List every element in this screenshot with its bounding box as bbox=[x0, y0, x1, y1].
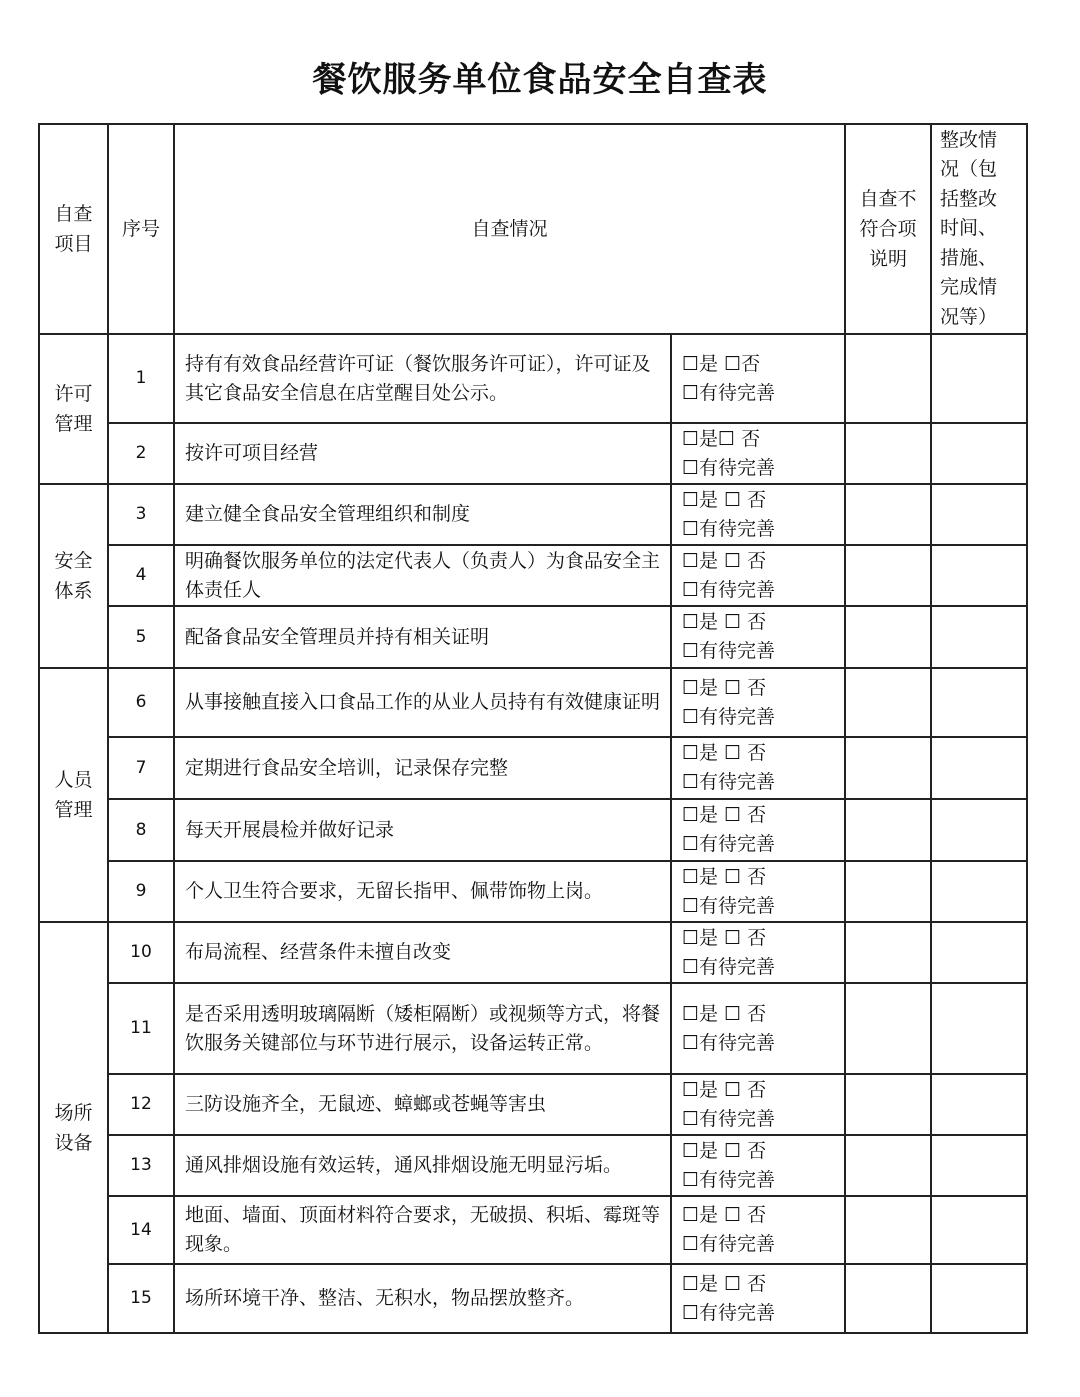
group-label-line: 场所 bbox=[54, 1101, 93, 1124]
needs-improvement-checkbox[interactable]: ☐有待完善 bbox=[682, 517, 776, 540]
row-note-cell[interactable] bbox=[845, 606, 931, 668]
row-fix-cell[interactable] bbox=[931, 737, 1027, 799]
table-row bbox=[39, 606, 1027, 668]
yes-no-checkboxes[interactable]: ☐是 ☐ 否 bbox=[682, 926, 767, 949]
row-description: 按许可项目经营 bbox=[174, 423, 671, 484]
row-checkbox-group bbox=[671, 1264, 845, 1333]
yes-no-checkboxes[interactable]: ☐是 ☐ 否 bbox=[682, 804, 767, 826]
needs-improvement-checkbox[interactable]: ☐有待完善 bbox=[682, 456, 776, 479]
row-fix-cell[interactable] bbox=[931, 668, 1027, 737]
row-description: 建立健全食品安全管理组织和制度 bbox=[174, 484, 671, 545]
needs-improvement-checkbox[interactable]: ☐有待完善 bbox=[682, 833, 776, 855]
row-note-cell[interactable] bbox=[845, 1196, 931, 1264]
row-seq: 1 bbox=[108, 334, 174, 423]
document-title: 餐饮服务单位食品安全自查表 bbox=[312, 60, 768, 100]
group-label-line: 安全 bbox=[54, 550, 93, 572]
needs-improvement-checkbox[interactable]: ☐有待完善 bbox=[682, 1233, 776, 1255]
row-note-cell[interactable] bbox=[845, 334, 931, 423]
yes-no-checkboxes[interactable]: ☐是 ☐ 否 bbox=[682, 488, 767, 511]
row-seq: 13 bbox=[108, 1135, 174, 1196]
row-description: 布局流程、经营条件未擅自改变 bbox=[174, 922, 671, 983]
row-checkbox-group bbox=[671, 1196, 845, 1264]
table-header-row bbox=[39, 124, 1027, 334]
row-description: 每天开展晨检并做好记录 bbox=[174, 799, 671, 861]
needs-improvement-checkbox[interactable]: ☐有待完善 bbox=[682, 640, 776, 662]
group-label-line: 管理 bbox=[54, 799, 93, 821]
row-description: 地面、墙面、顶面材料符合要求，无破损、积垢、霉斑等现象。 bbox=[174, 1196, 671, 1264]
table-row bbox=[39, 983, 1027, 1074]
row-fix-cell[interactable] bbox=[931, 606, 1027, 668]
table-row bbox=[39, 737, 1027, 799]
row-seq: 11 bbox=[108, 983, 174, 1074]
row-checkbox-group bbox=[671, 668, 845, 737]
row-note-cell[interactable] bbox=[845, 1135, 931, 1196]
row-checkbox-group bbox=[671, 1135, 845, 1196]
row-note-cell[interactable] bbox=[845, 861, 931, 922]
row-checkbox-group bbox=[671, 1074, 845, 1135]
row-checkbox-group bbox=[671, 606, 845, 668]
row-description: 通风排烟设施有效运转，通风排烟设施无明显污垢。 bbox=[174, 1135, 671, 1196]
self-check-table bbox=[38, 123, 1028, 1334]
row-seq: 4 bbox=[108, 545, 174, 606]
row-fix-cell[interactable] bbox=[931, 545, 1027, 606]
row-checkbox-group bbox=[671, 423, 845, 484]
row-note-cell[interactable] bbox=[845, 1074, 931, 1135]
needs-improvement-checkbox[interactable]: ☐有待完善 bbox=[682, 1301, 776, 1324]
row-description: 明确餐饮服务单位的法定代表人（负责人）为食品安全主体责任人 bbox=[174, 545, 671, 606]
row-fix-cell[interactable] bbox=[931, 1264, 1027, 1333]
row-description: 从事接触直接入口食品工作的从业人员持有有效健康证明 bbox=[174, 668, 671, 737]
yes-no-checkboxes[interactable]: ☐是 ☐ 否 bbox=[682, 1272, 767, 1295]
row-description: 持有有效食品经营许可证（餐饮服务许可证），许可证及其它食品安全信息在店堂醒目处公示。 bbox=[174, 334, 671, 423]
row-description: 定期进行食品安全培训，记录保存完整 bbox=[174, 737, 671, 799]
row-fix-cell[interactable] bbox=[931, 1135, 1027, 1196]
yes-no-checkboxes[interactable]: ☐是 ☐ 否 bbox=[682, 549, 767, 572]
row-seq: 15 bbox=[108, 1264, 174, 1333]
row-seq: 2 bbox=[108, 423, 174, 484]
table-row bbox=[39, 922, 1027, 983]
table-row bbox=[39, 1196, 1027, 1264]
yes-no-checkboxes[interactable]: ☐是 ☐ 否 bbox=[682, 1078, 767, 1101]
table-row bbox=[39, 861, 1027, 922]
table-row bbox=[39, 668, 1027, 737]
yes-no-checkboxes[interactable]: ☐是 ☐ 否 bbox=[682, 865, 767, 888]
needs-improvement-checkbox[interactable]: ☐有待完善 bbox=[682, 578, 776, 601]
table-row bbox=[39, 1074, 1027, 1135]
row-description: 个人卫生符合要求，无留长指甲、佩带饰物上岗。 bbox=[174, 861, 671, 922]
row-fix-cell[interactable] bbox=[931, 983, 1027, 1074]
row-note-cell[interactable] bbox=[845, 668, 931, 737]
row-checkbox-group bbox=[671, 861, 845, 922]
yes-no-checkboxes[interactable]: ☐是 ☐ 否 bbox=[682, 676, 767, 699]
row-checkbox-group bbox=[671, 737, 845, 799]
row-note-cell[interactable] bbox=[845, 1264, 931, 1333]
group-label bbox=[39, 334, 108, 484]
row-seq: 7 bbox=[108, 737, 174, 799]
group-label bbox=[39, 922, 108, 1333]
header-item: 自查 项目 bbox=[39, 124, 108, 334]
row-note-cell[interactable] bbox=[845, 737, 931, 799]
needs-improvement-checkbox[interactable]: ☐有待完善 bbox=[682, 955, 776, 978]
table-row bbox=[39, 545, 1027, 606]
yes-no-checkboxes[interactable]: ☐是 ☐ 否 bbox=[682, 611, 767, 633]
row-description: 场所环境干净、整洁、无积水，物品摆放整齐。 bbox=[174, 1264, 671, 1333]
row-fix-cell[interactable] bbox=[931, 1196, 1027, 1264]
yes-no-checkboxes[interactable]: ☐是 ☐ 否 bbox=[682, 1002, 767, 1025]
row-note-cell[interactable] bbox=[845, 922, 931, 983]
table-row bbox=[39, 1264, 1027, 1333]
needs-improvement-checkbox[interactable]: ☐有待完善 bbox=[682, 1031, 776, 1054]
row-checkbox-group bbox=[671, 334, 845, 423]
table-row bbox=[39, 423, 1027, 484]
row-seq: 3 bbox=[108, 484, 174, 545]
row-description: 配备食品安全管理员并持有相关证明 bbox=[174, 606, 671, 668]
group-label-line: 设备 bbox=[54, 1131, 93, 1154]
row-description: 是否采用透明玻璃隔断（矮柜隔断）或视频等方式，将餐饮服务关键部位与环节进行展示，设备运转正常。 bbox=[174, 983, 671, 1074]
row-seq: 10 bbox=[108, 922, 174, 983]
row-fix-cell[interactable] bbox=[931, 334, 1027, 423]
row-seq: 9 bbox=[108, 861, 174, 922]
group-label bbox=[39, 668, 108, 922]
row-note-cell[interactable] bbox=[845, 545, 931, 606]
needs-improvement-checkbox[interactable]: ☐有待完善 bbox=[682, 894, 776, 917]
needs-improvement-checkbox[interactable]: ☐有待完善 bbox=[682, 771, 776, 793]
yes-no-checkboxes[interactable]: ☐是 ☐ 否 bbox=[682, 1204, 767, 1226]
row-fix-cell[interactable] bbox=[931, 1074, 1027, 1135]
row-checkbox-group bbox=[671, 922, 845, 983]
yes-no-checkboxes[interactable]: ☐是 ☐否 bbox=[682, 352, 761, 375]
row-checkbox-group bbox=[671, 545, 845, 606]
header-seq: 序号 bbox=[108, 124, 174, 334]
row-seq: 5 bbox=[108, 606, 174, 668]
needs-improvement-checkbox[interactable]: ☐有待完善 bbox=[682, 1168, 776, 1191]
table-row bbox=[39, 1135, 1027, 1196]
group-label-line: 体系 bbox=[54, 580, 93, 602]
row-description: 三防设施齐全，无鼠迹、蟑螂或苍蝇等害虫 bbox=[174, 1074, 671, 1135]
group-label-line: 许可 bbox=[54, 383, 93, 405]
row-checkbox-group bbox=[671, 983, 845, 1074]
row-fix-cell[interactable] bbox=[931, 922, 1027, 983]
row-note-cell[interactable] bbox=[845, 983, 931, 1074]
row-note-cell[interactable] bbox=[845, 423, 931, 484]
row-seq: 14 bbox=[108, 1196, 174, 1264]
row-note-cell[interactable] bbox=[845, 799, 931, 861]
header-fix: 整改情 况（包 括整改 时间、 措施、 完成情 况等） bbox=[931, 124, 1027, 334]
group-label bbox=[39, 484, 108, 668]
row-fix-cell[interactable] bbox=[931, 861, 1027, 922]
table-row bbox=[39, 334, 1027, 423]
yes-no-checkboxes[interactable]: ☐是☐ 否 bbox=[682, 427, 761, 450]
row-checkbox-group bbox=[671, 484, 845, 545]
needs-improvement-checkbox[interactable]: ☐有待完善 bbox=[682, 381, 776, 404]
row-seq: 8 bbox=[108, 799, 174, 861]
row-seq: 12 bbox=[108, 1074, 174, 1135]
yes-no-checkboxes[interactable]: ☐是 ☐ 否 bbox=[682, 1139, 767, 1162]
row-fix-cell[interactable] bbox=[931, 799, 1027, 861]
needs-improvement-checkbox[interactable]: ☐有待完善 bbox=[682, 705, 776, 728]
needs-improvement-checkbox[interactable]: ☐有待完善 bbox=[682, 1107, 776, 1130]
header-note: 自查不 符合项 说明 bbox=[845, 124, 931, 334]
row-fix-cell[interactable] bbox=[931, 484, 1027, 545]
table-row bbox=[39, 799, 1027, 861]
header-situation: 自查情况 bbox=[174, 124, 845, 334]
row-note-cell[interactable] bbox=[845, 484, 931, 545]
row-seq: 6 bbox=[108, 668, 174, 737]
row-fix-cell[interactable] bbox=[931, 423, 1027, 484]
row-checkbox-group bbox=[671, 799, 845, 861]
table-row bbox=[39, 484, 1027, 545]
group-label-line: 管理 bbox=[54, 413, 93, 435]
group-label-line: 人员 bbox=[54, 769, 93, 791]
yes-no-checkboxes[interactable]: ☐是 ☐ 否 bbox=[682, 742, 767, 764]
